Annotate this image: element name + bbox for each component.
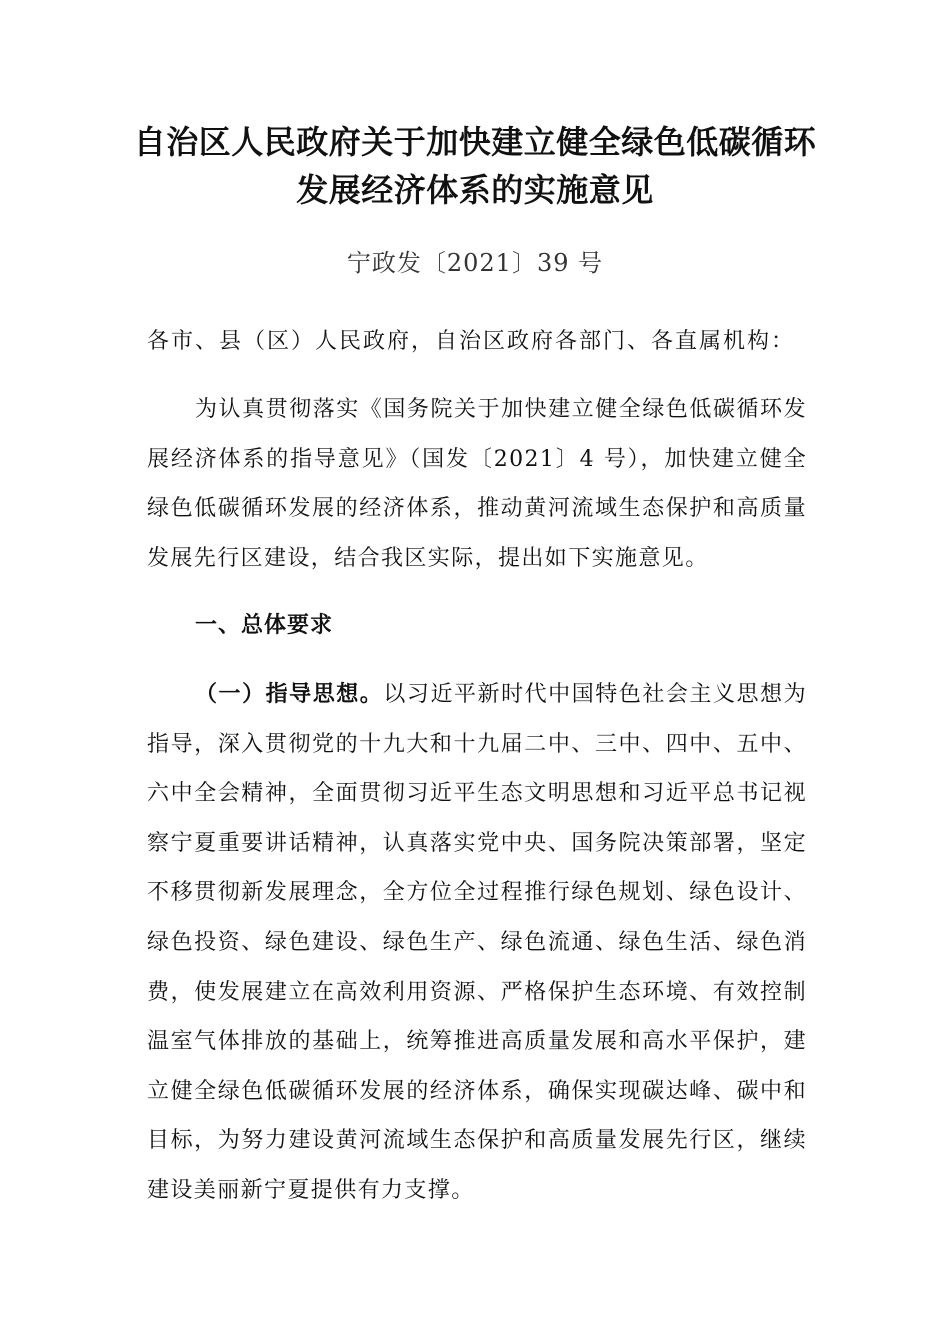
document-title-line-2: 发展经济体系的实施意见: [296, 171, 654, 209]
guiding-thought-lead: （一）指导思想。: [195, 682, 384, 707]
section-heading: 一、总体要求: [195, 613, 334, 638]
guiding-thought-paragraph: [147, 670, 807, 1216]
salutation: 各市、县（区）人民政府，自治区政府各部门、各直属机构：: [147, 329, 796, 354]
intro-paragraph: 为认真贯彻落实《国务院关于加快建立健全绿色低碳循环发展经济体系的指导意见》（国发〔2021〕4 号），加快建立健全绿色低碳循环发展的经济体系，推动黄河流域生态保护和高质量发展先行区建设，结合我区实际，提出如下实施意见。: [147, 397, 807, 571]
document-title-line-1: 自治区人民政府关于加快建立健全绿色低碳循环: [133, 123, 817, 161]
document-number: 宁政发〔2021〕39 号: [346, 249, 604, 277]
guiding-thought-body: 以习近平新时代中国特色社会主义思想为指导，深入贯彻党的十九大和十九届二中、三中、四中、五中、六中全会精神，全面贯彻习近平生态文明思想和习近平总书记视察宁夏重要讲话精神，认真落实党中央、国务院决策部署，坚定不移贯彻新发展理念，全方位全过程推行绿色规划、绿色设计、绿色投资、绿色建设、绿色生产、绿色流通、绿色生活、绿色消费，使发展建立在高效利用资源、严格保护生态环境、有效控制温室气体排放的基础上，统筹推进高质量发展和高水平保护，建立健全绿色低碳循环发展的经济体系，确保实现碳达峰、碳中和目标，为努力建设黄河流域生态保护和高质量发展先行区，继续建设美丽新宁夏提供有力支撑。: [147, 682, 808, 1203]
